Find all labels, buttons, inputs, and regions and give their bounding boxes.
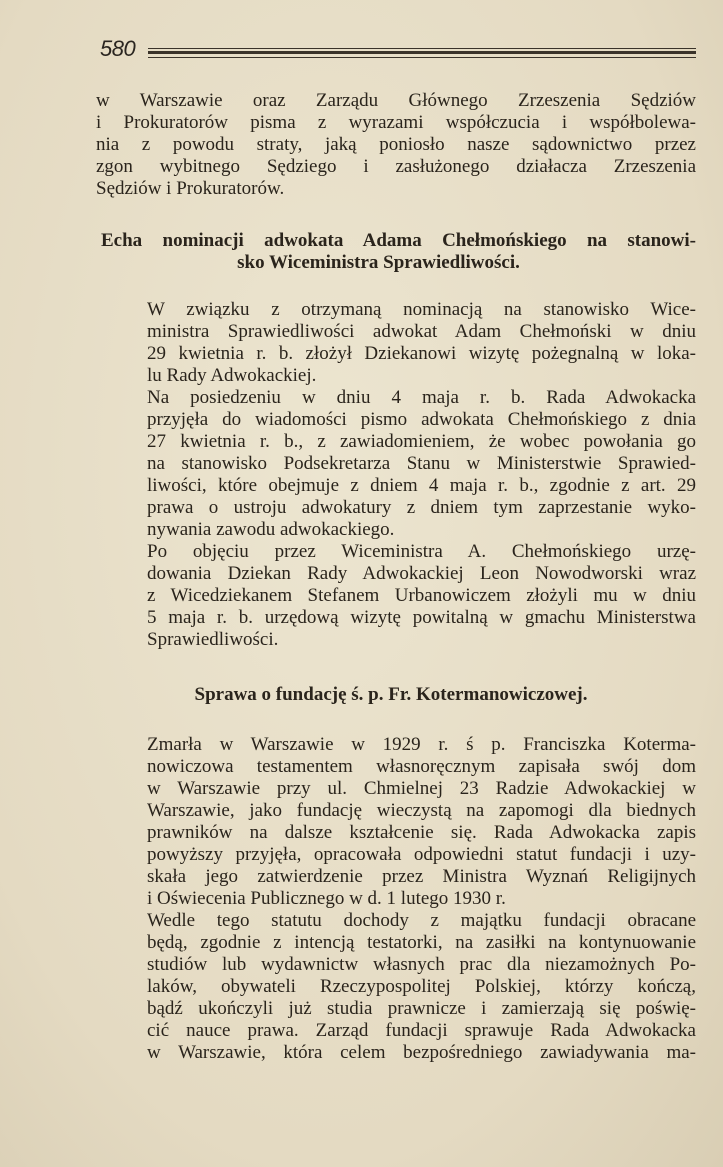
- text-line: Na posiedzeniu w dniu 4 maja r. b. Rada Adwokacka: [147, 387, 696, 408]
- text-line: i Oświecenia Publicznego w d. 1 lutego 1930 r.: [147, 888, 506, 909]
- text-line: w Warszawie przy ul. Chmielnej 23 Radzie Adwokackiej w: [147, 778, 696, 799]
- text-line: dowania Dziekan Rady Adwokackiej Leon Nowodworski wraz: [147, 563, 696, 584]
- text-line: i Prokuratorów pisma z wyrazami współczucia i współbolewa-: [96, 112, 696, 133]
- text-line: Po objęciu przez Wiceministra A. Chełmońskiego urzę-: [147, 541, 696, 562]
- text-line: nowiczowa testamentem własnoręcznym zapisała swój dom: [147, 756, 696, 777]
- text-line: na stanowisko Podsekretarza Stanu w Ministerstwie Sprawied-: [147, 453, 696, 474]
- header-rule-thick: [148, 51, 696, 54]
- text-line: przyjęła do wiadomości pismo adwokata Chełmońskiego z dnia: [147, 409, 696, 430]
- text-line: liwości, które obejmuje z dniem 4 maja r. b., zgodnie z art. 29: [147, 475, 696, 496]
- text-line: powyższy przyjęła, opracowała odpowiedni statut fundacji i uzy-: [147, 844, 696, 865]
- text-line: zgon wybitnego Sędziego i zasłużonego działacza Zrzeszenia: [96, 156, 696, 177]
- paragraph-nomination-visit: [96, 299, 696, 387]
- heading-line: sko Wiceministra Sprawiedliwości.: [237, 252, 520, 273]
- text-line: Zmarła w Warszawie w 1929 r. ś p. Franciszka Koterma-: [147, 734, 696, 755]
- header-rule-bottom: [148, 57, 696, 58]
- text-line: 5 maja r. b. urzędową wizytę powitalną w gmachu Ministerstwa: [147, 607, 696, 628]
- text-line: cić nauce prawa. Zarząd fundacji sprawuje Rada Adwokacka: [147, 1020, 696, 1041]
- text-line: w Warszawie, która celem bezpośredniego zawiadywania ma-: [147, 1042, 696, 1063]
- text-line: Warszawie, jako fundację wieczystą na zapomogi dla biednych: [147, 800, 696, 821]
- section-heading-foundation: Sprawa o fundację ś. p. Fr. Kotermanowiczowej.: [194, 684, 588, 705]
- text-line: 27 kwietnia r. b., z zawiadomieniem, że wobec powołania go: [147, 431, 696, 452]
- header-rule-top: [148, 48, 696, 49]
- text-line: laków, obywateli Rzeczypospolitej Polskiej, którzy kończą,: [147, 976, 696, 997]
- section-heading-nomination: [96, 230, 696, 274]
- text-line: nia z powodu straty, jaką poniosło nasze sądownictwo przez: [96, 134, 696, 155]
- text-line: bądź ukończyli już studia prawnicze i zamierzają się poświę-: [147, 998, 696, 1019]
- page-header: [100, 36, 698, 66]
- text-line: ministra Sprawiedliwości adwokat Adam Chełmoński w dniu: [147, 321, 696, 342]
- paragraph-foundation-bequest: [96, 734, 696, 910]
- heading-line: Echa nominacji adwokata Adama Chełmońskiego na stanowi-: [101, 230, 696, 251]
- text-line: W związku z otrzymaną nominacją na stanowisko Wice-: [147, 299, 696, 320]
- text-line: Wedle tego statutu dochody z majątku fundacji obracane: [147, 910, 696, 931]
- text-line: w Warszawie oraz Zarządu Głównego Zrzeszenia Sędziów: [96, 90, 696, 111]
- text-line: prawa o ustroju adwokatury z dniem tym zaprzestanie wyko-: [147, 497, 696, 518]
- page-body: [96, 90, 696, 1064]
- page-number: 580: [100, 36, 136, 61]
- text-line: studiów lub wydawnictw własnych prac dla niezamożnych Po-: [147, 954, 696, 975]
- text-line: będą, zgodnie z intencją testatorki, na zasiłki na kontynuowanie: [147, 932, 696, 953]
- intro-paragraph: [96, 90, 696, 200]
- text-line: Sprawiedliwości.: [147, 629, 279, 650]
- text-line: lu Rady Adwokackiej.: [147, 365, 317, 386]
- text-line: z Wicedziekanem Stefanem Urbanowiczem złożyli mu w dniu: [147, 585, 696, 606]
- text-line: nywania zawodu adwokackiego.: [147, 519, 395, 540]
- text-line: 29 kwietnia r. b. złożył Dziekanowi wizytę pożegnalną w loka-: [147, 343, 696, 364]
- text-line: prawników na dalsze kształcenie się. Rada Adwokacka zapis: [147, 822, 696, 843]
- text-line: Sędziów i Prokuratorów.: [96, 178, 285, 199]
- paragraph-council-meeting: [96, 387, 696, 541]
- paragraph-foundation-statute: [96, 910, 696, 1064]
- text-line: skała jego zatwierdzenie przez Ministra Wyznań Religijnych: [147, 866, 696, 887]
- paragraph-official-visit: [96, 541, 696, 651]
